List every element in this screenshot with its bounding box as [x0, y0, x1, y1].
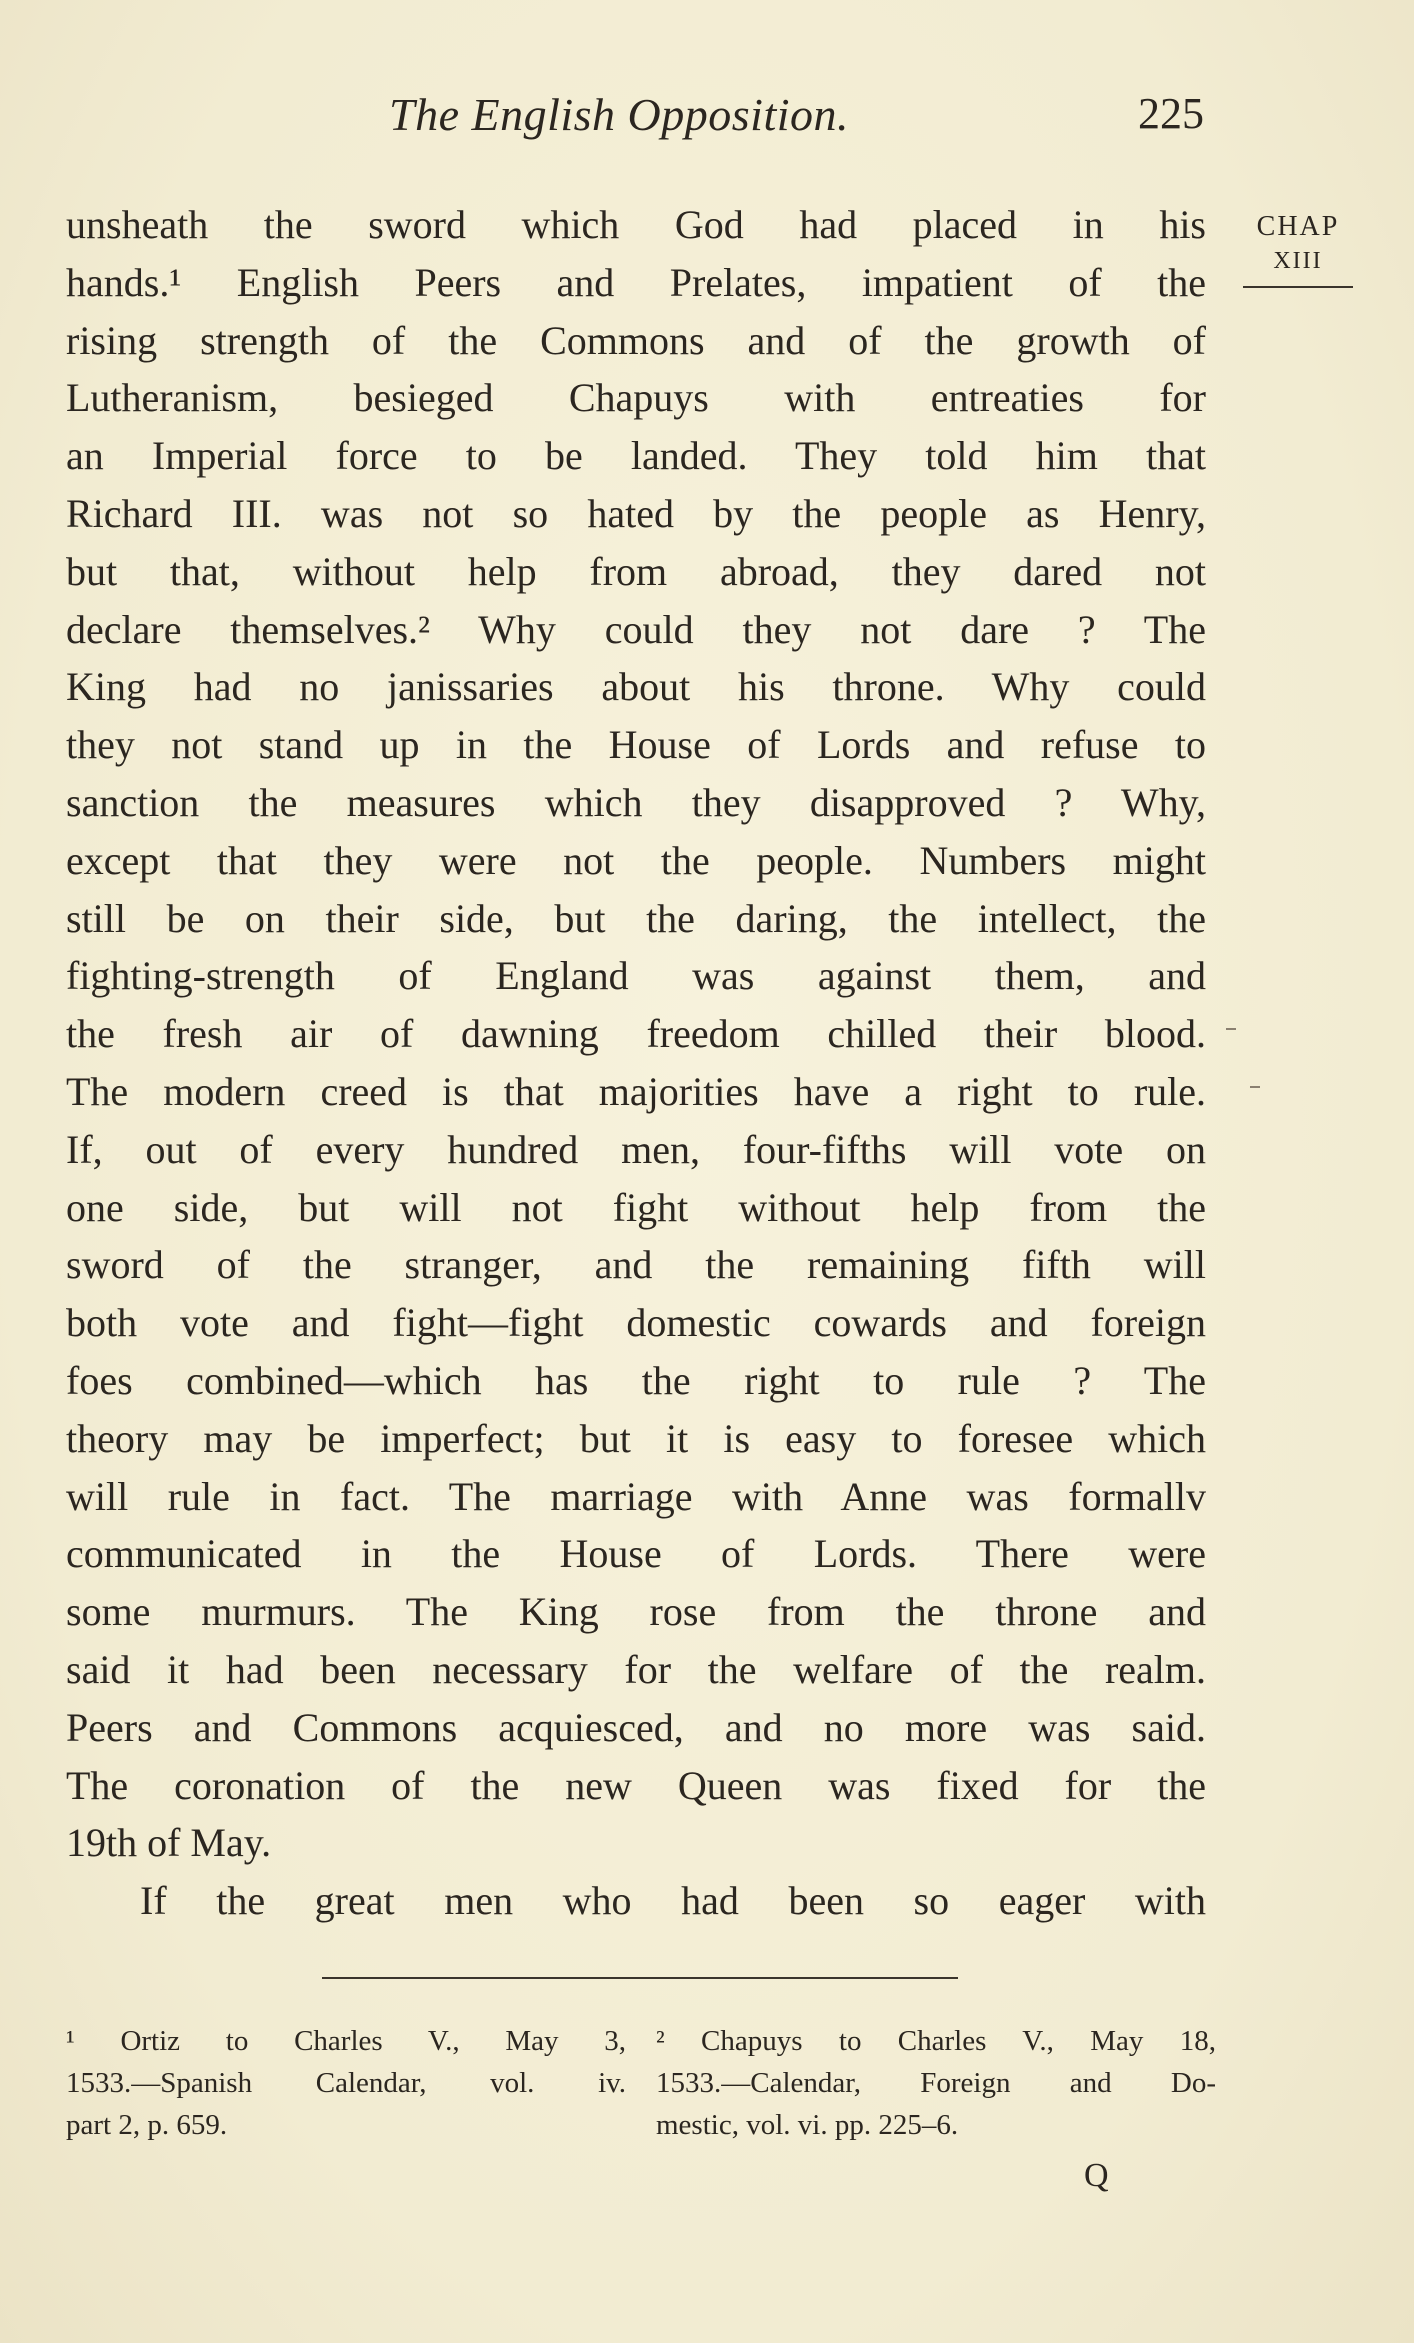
footnote-2 — [656, 2020, 1216, 2146]
text-line: declare themselves.² Why could they not dare ? The — [66, 606, 1206, 652]
page-number: 225 — [1138, 89, 1204, 138]
text-line: 19th of May. — [66, 1820, 272, 1866]
text-line: If, out of every hundred men, four-fifths will vote on — [66, 1126, 1206, 1172]
text-line: both vote and fight—fight domestic cowards and foreign — [66, 1300, 1206, 1346]
footnote-line: ¹ Ortiz to Charles V., May 3, — [66, 2025, 626, 2057]
text-line: unsheath the sword which God had placed in his — [66, 202, 1206, 247]
text-line: one side, but will not fight without help from the — [66, 1184, 1206, 1230]
text-line: some murmurs. The King rose from the throne and — [66, 1589, 1206, 1635]
footnote-line: 1533.—Calendar, Foreign and Do- — [656, 2067, 1216, 2099]
text-line: the fresh air of dawning freedom chilled their blood. — [66, 1011, 1206, 1057]
text-line: If the great men who had been so eager with — [140, 1878, 1206, 1924]
footnote-line: mestic, vol. vi. pp. 225–6. — [656, 2109, 959, 2141]
text-line: King had no janissaries about his throne. Why could — [66, 664, 1206, 710]
signature-mark: Q — [1084, 2157, 1109, 2194]
text-line: hands.¹ English Peers and Prelates, impatient of the — [66, 259, 1206, 305]
running-head-title: The English Opposition. — [389, 89, 850, 140]
footnote-line: 1533.—Spanish Calendar, vol. iv. — [66, 2067, 626, 2099]
text-line: Peers and Commons acquiesced, and no more was said. — [66, 1704, 1206, 1750]
text-line: communicated in the House of Lords. There were — [66, 1531, 1206, 1577]
chapter-number: XIII — [1243, 244, 1353, 288]
running-head — [64, 88, 1204, 148]
text-line: except that they were not the people. Numbers might — [66, 837, 1206, 883]
text-line: Lutheranism, besieged Chapuys with entreaties for — [66, 375, 1206, 421]
text-line: will rule in fact. The marriage with Anne was formallv — [66, 1473, 1206, 1519]
text-line: foes combined—which has the right to rule ? The — [66, 1357, 1206, 1403]
body-text — [66, 196, 1206, 1930]
text-line: The modern creed is that majorities have a right to rule. — [66, 1068, 1206, 1114]
text-line: fighting-strength of England was against them, and — [66, 953, 1206, 999]
footnote-line: ² Chapuys to Charles V., May 18, — [656, 2025, 1216, 2057]
chapter-margin-note — [1238, 210, 1358, 288]
text-line: The coronation of the new Queen was fixed for the — [66, 1762, 1206, 1808]
text-line: an Imperial force to be landed. They told him that — [66, 433, 1206, 479]
text-line: Richard III. was not so hated by the people as Henry, — [66, 490, 1206, 536]
margin-mark — [1250, 1086, 1260, 1088]
chapter-label: CHAP — [1256, 211, 1340, 242]
text-line: still be on their side, but the daring, the intellect, the — [66, 895, 1206, 941]
text-line: but that, without help from abroad, they dared not — [66, 548, 1206, 594]
text-line: rising strength of the Commons and of the growth of — [66, 317, 1206, 363]
footnotes — [66, 2020, 1216, 2150]
text-line: theory may be imperfect; but it is easy to foresee which — [66, 1415, 1206, 1461]
text-line: they not stand up in the House of Lords and refuse to — [66, 722, 1206, 768]
footnote-rule — [322, 1977, 958, 1979]
footnote-1 — [66, 2020, 626, 2146]
margin-mark — [1226, 1028, 1236, 1030]
text-line: sword of the stranger, and the remaining fifth will — [66, 1242, 1206, 1288]
footnote-line: part 2, p. 659. — [66, 2109, 228, 2141]
text-line: said it had been necessary for the welfare of the realm. — [66, 1646, 1206, 1692]
text-line: sanction the measures which they disapproved ? Why, — [66, 779, 1206, 825]
